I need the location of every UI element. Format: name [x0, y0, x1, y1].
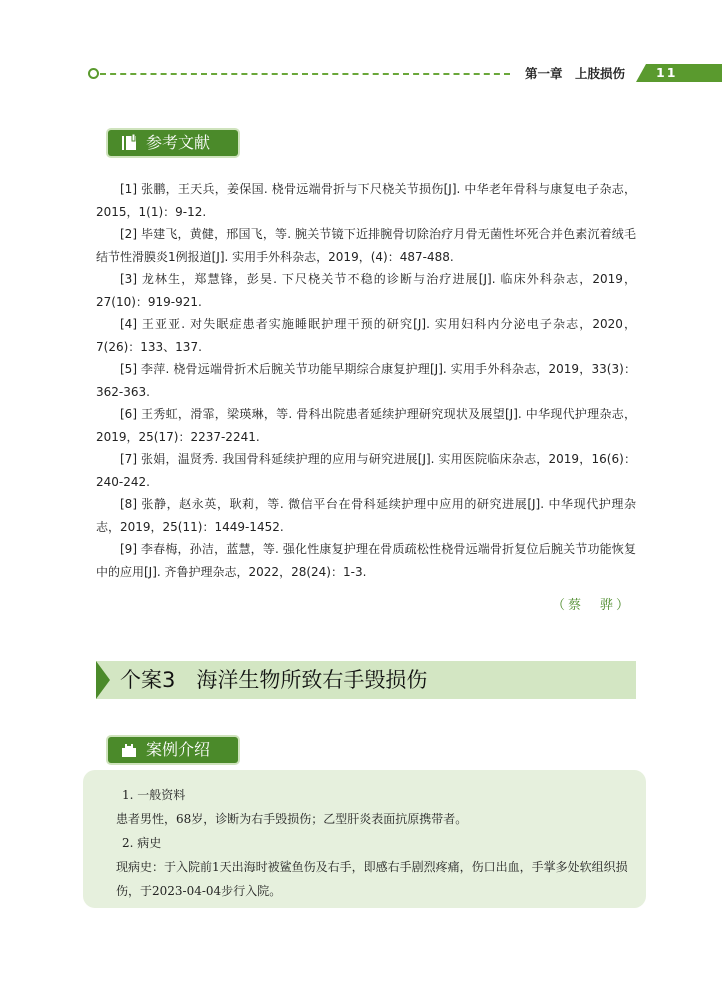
header-dot	[88, 68, 99, 79]
history-heading: 2. 病史	[122, 836, 162, 850]
case-intro-body	[116, 783, 642, 903]
reference-item: [7] 张娟，温贤秀. 我国骨科延续护理的应用与研究进展[J]. 实用医院临床杂志，2019，16(6)：240-242.	[96, 452, 636, 489]
reference-item: [4] 王亚亚. 对失眠症患者实施睡眠护理干预的研究[J]. 实用妇科内分泌电子杂志，2020，7(26)：133、137.	[96, 317, 636, 354]
page-number-tab	[636, 64, 722, 82]
references-list	[96, 178, 636, 583]
header-dashed-line	[100, 73, 510, 75]
reference-item: [5] 李萍. 桡骨远端骨折术后腕关节功能早期综合康复护理[J]. 实用手外科杂志，2019，33(3)：362-363.	[96, 362, 636, 399]
references-heading	[108, 130, 238, 156]
reference-item: [8] 张静，赵永英，耿莉，等. 微信平台在骨科延续护理中应用的研究进展[J]. 中华现代护理杂志，2019，25(11)：1449-1452.	[96, 497, 636, 534]
reference-item: [3] 龙林生，郑慧锋，彭昊. 下尺桡关节不稳的诊断与治疗进展[J]. 临床外科杂志，2019，27(10)：919-921.	[96, 272, 636, 309]
general-info-text: 患者男性，68岁，诊断为右手毁损伤；乙型肝炎表面抗原携带者。	[116, 812, 468, 826]
page-number: 11	[656, 65, 678, 80]
case-intro-title: 案例介绍	[146, 740, 211, 759]
general-info-heading: 1. 一般资料	[122, 788, 186, 802]
author-signature: （蔡 骅）	[552, 598, 633, 613]
references-title: 参考文献	[146, 133, 211, 152]
book-icon	[120, 134, 138, 152]
history-text: 现病史：于入院前1天出海时被鲨鱼伤及右手，即感右手剧烈疼痛，伤口出血，手掌多处软组织损伤，于2023-04-04步行入院。	[116, 860, 628, 898]
reference-item: [6] 王秀虹，滑霏，梁瑛琳，等. 骨科出院患者延续护理研究现状及展望[J]. 中华现代护理杂志，2019，25(17)：2237-2241.	[96, 407, 636, 444]
reference-item: [1] 张鹏，王天兵，姜保国. 桡骨远端骨折与下尺桡关节损伤[J]. 中华老年骨科与康复电子杂志，2015，1(1)：9-12.	[96, 182, 636, 219]
case-banner-arrow	[96, 661, 110, 699]
reference-item: [9] 李春梅，孙洁，蓝慧，等. 强化性康复护理在骨质疏松性桡骨远端骨折复位后腕关节功能恢复中的应用[J]. 齐鲁护理杂志，2022，28(24)：1-3.	[96, 542, 636, 579]
case-title: 个案3 海洋生物所致右手毁损伤	[120, 668, 428, 692]
reference-item: [2] 毕建飞，黄健，邢国飞，等. 腕关节镜下近排腕骨切除治疗月骨无菌性坏死合并色素沉着绒毛结节性滑膜炎1例报道[J]. 实用手外科杂志，2019，(4)：487-488.	[96, 227, 636, 264]
chapter-title: 第一章 上肢损伤	[525, 66, 626, 81]
case-intro-heading	[108, 737, 238, 763]
folder-icon	[120, 741, 138, 759]
